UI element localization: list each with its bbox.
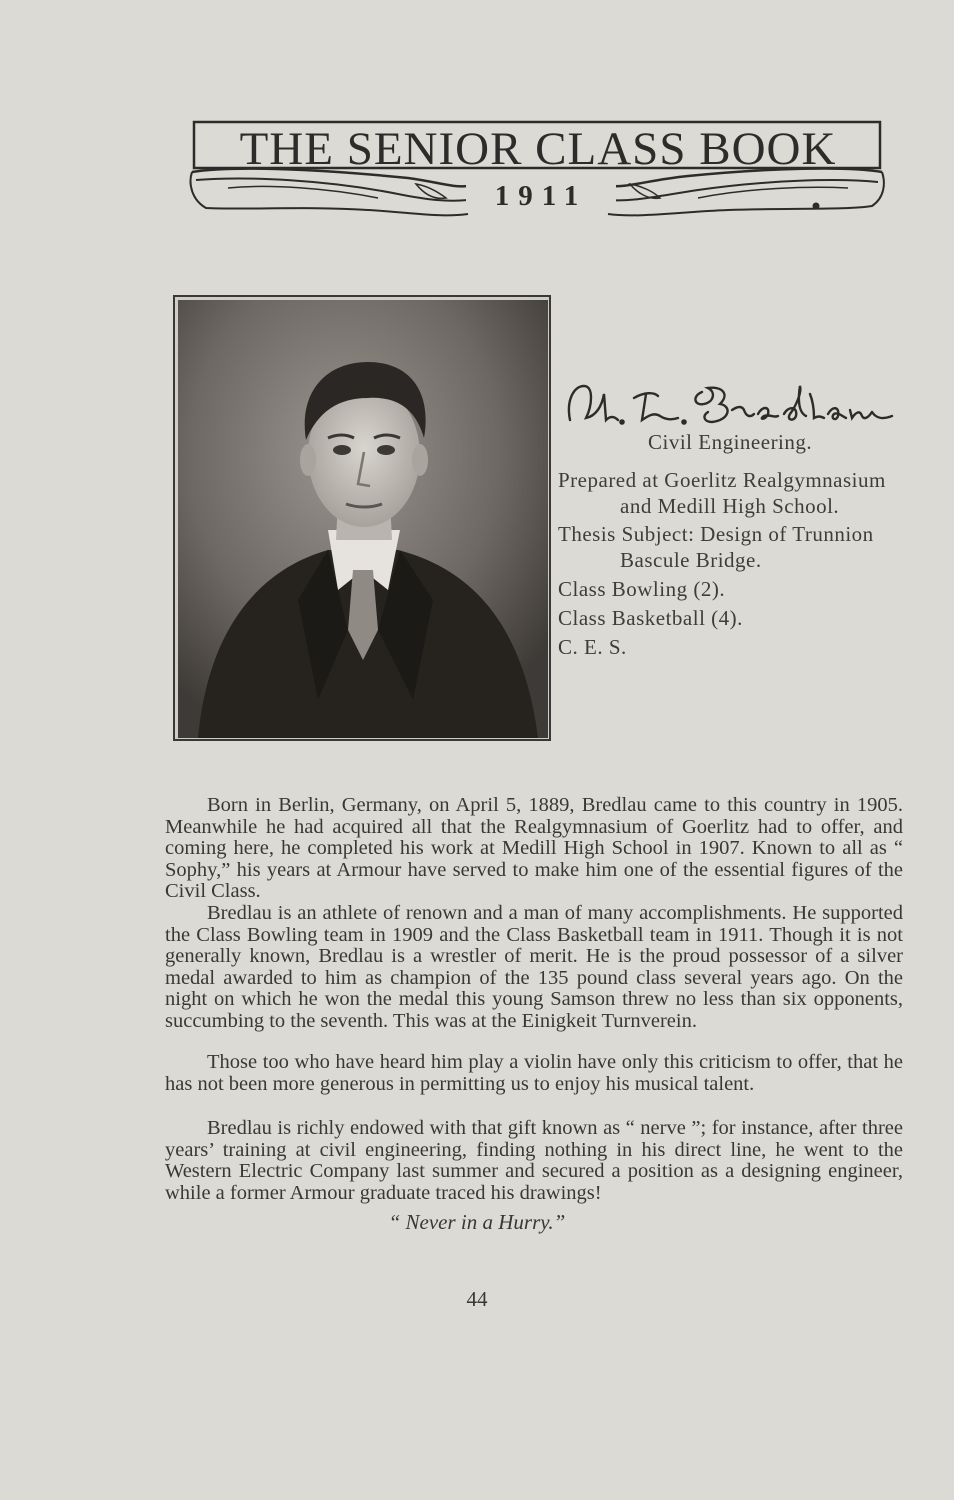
prepared-line-2: and Medill High School.: [620, 494, 840, 518]
activity-ces: C. E. S.: [558, 635, 627, 659]
thesis-line-1: Thesis Subject: Design of Trunnion: [558, 522, 874, 546]
portrait-illustration: [178, 300, 548, 738]
thesis-line-2: Bascule Bridge.: [620, 548, 762, 572]
paragraph-4: Bredlau is richly endowed with that gift known as “ nerve ”; for instance, after three years’ training at civil engineering, finding nothing in his direct line, he went to the Western Electric Company last summer and secured a position as a designing engineer, while a former Armour graduate traced his drawings!: [165, 1117, 903, 1204]
paragraph-3: Those too who have heard him play a violin have only this criticism to offer, that he has not been more generous in permitting us to enjoy his musical talent.: [165, 1051, 903, 1095]
banner-year: 1911: [466, 180, 616, 213]
activity-bowling: Class Bowling (2).: [558, 577, 726, 601]
page-number: 44: [466, 1287, 488, 1311]
portrait-photo: [178, 300, 546, 736]
paragraph-1: Born in Berlin, Germany, on April 5, 1889, Bredlau came to this country in 1905. Meanwhile he had acquired all that the Realgymnasium of Goerlitz had to offer, and coming here, he completed his work at Medill High School in 1907. Known to all as “ Sophy,” his years at Armour have served to make him one of the essential figures of the Civil Class.: [165, 794, 903, 902]
signature-drawing: [562, 376, 902, 434]
department: Civil Engineering.: [648, 430, 813, 454]
motto: “ Never in a Hurry.”: [388, 1210, 566, 1234]
header-banner: [188, 114, 888, 220]
prepared-line-1: Prepared at Goerlitz Realgymnasium: [558, 468, 886, 492]
paragraph-2: Bredlau is an athlete of renown and a man of many accomplishments. He supported the Class Bowling team in 1909 and the Class Basketball team in 1911. Though it is not generally known, Bredlau is a wrestler of merit. He is the proud possessor of a silver medal awarded to him as champion of the 135 pound class several years ago. On the night on which he won the medal this young Samson threw no less than six opponents, succumbing to the seventh. This was at the Einigkeit Turnverein.: [165, 902, 903, 1032]
activity-basketball: Class Basketball (4).: [558, 606, 743, 630]
portrait-photo-frame: [173, 295, 551, 741]
signature: [562, 376, 902, 434]
banner-title: THE SENIOR CLASS BOOK: [239, 123, 837, 175]
